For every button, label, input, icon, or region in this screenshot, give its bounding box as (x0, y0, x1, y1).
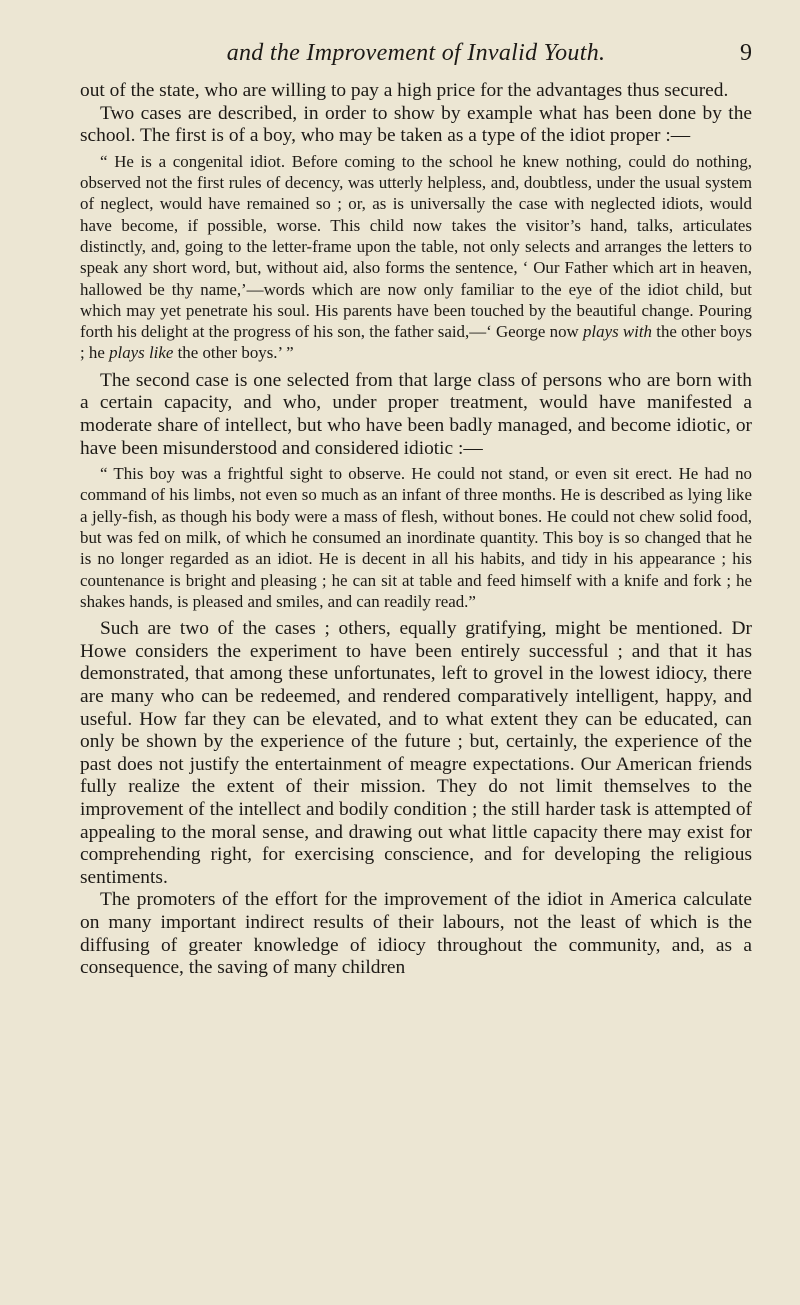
body-text (80, 80, 752, 980)
paragraph-continuation: out of the state, who are willing to pay a high price for the advantages thus secured. (80, 80, 729, 101)
paragraph-such-are-two-cases: Such are two of the cases ; others, equally gratifying, might be mentioned. Dr Howe considers the experiment to have been entirely successful ; and that it has demonstrated, that among these unfortunates, left to grovel in the lowest idiocy, there are many who can be redeemed, and rendered comparatively intelligent, happy, and useful. How far they can be elevated, and to what extent they can be educated, can only be shown by the experience of the future ; but, certainly, the experience of the past does not justify the entertainment of meagre expectations. Our American friends fully realize the extent of their mission. They do not limit themselves to the improvement of the intellect and bodily condition ; the still harder task is attempted of appealing to the moral sense, and drawing out what little capacity there may exist for comprehending right, for exercising conscience, and for developing the religious sentiments. (80, 618, 752, 888)
quote-frightful-sight: “ This boy was a frightful sight to observe. He could not stand, or even sit erect. He had no command of his limbs, not even so much as an infant of three months. He is described as lying like a jelly-fish, as though his body were a mass of flesh, without bones. He could not chew solid food, but was fed on milk, of which he consumed an inordinate quantity. This boy is so changed that he is no longer regarded as an idiot. He is decent in all his habits, and tidy in his appearance ; his countenance is bright and pleasing ; he can sit at table and feed himself with a knife and fork ; he shakes hands, is pleased and smiles, and can readily read.” (80, 464, 752, 611)
quote-emphasis: plays with (582, 322, 652, 342)
page-number: 9 (740, 40, 752, 66)
quote-emphasis: plays like (109, 343, 174, 363)
paragraph-second-case: The second case is one selected from that large class of persons who are born with a certain capacity, and who, under proper treatment, would have manifested a moderate share of intellect, but who have been badly managed, and become idiotic, or have been misunderstood and considered idiotic :— (80, 369, 752, 459)
running-head: and the Improvement of Invalid Youth. (226, 40, 606, 66)
quote-congenital-idiot (80, 151, 752, 364)
paragraph-two-cases: Two cases are described, in order to show by example what has been done by the school. The first is of a boy, who may be taken as a type of the idiot proper :— (80, 102, 752, 147)
quote-text: the other boys ; he (80, 322, 753, 363)
quote-text: the other boys.’ ” (173, 343, 294, 363)
paragraph-promoters: The promoters of the effort for the improvement of the idiot in America calculate on many important indirect results of their labours, not the least of which is the diffusing of greater knowledge of idiocy throughout the community, and, as a consequence, the saving of many children (80, 889, 752, 979)
quote-text: “ He is a congenital idiot. Before coming to the school he knew nothing, could do nothing, observed not the first rules of decency, was utterly helpless, and, doubtless, under the usual system of neglect, would have remained so ; or, as is universally the case with neglected idiots, would have become, if possible, worse. This child now takes the visitor’s hand, talks, articulates distinctly, and, going to the letter-frame upon the table, not only selects and arranges the letters to speak any short word, but, without aid, also forms the sentence, ‘ Our Father which art in heaven, hallowed be thy name,’—words which are now only familiar to the eye of the idiot child, but which may yet penetrate his soul. His parents have been touched by the beautiful change. Pouring forth his delight at the progress of his son, the father said,—‘ George now (80, 151, 752, 342)
page-header (80, 0, 752, 80)
